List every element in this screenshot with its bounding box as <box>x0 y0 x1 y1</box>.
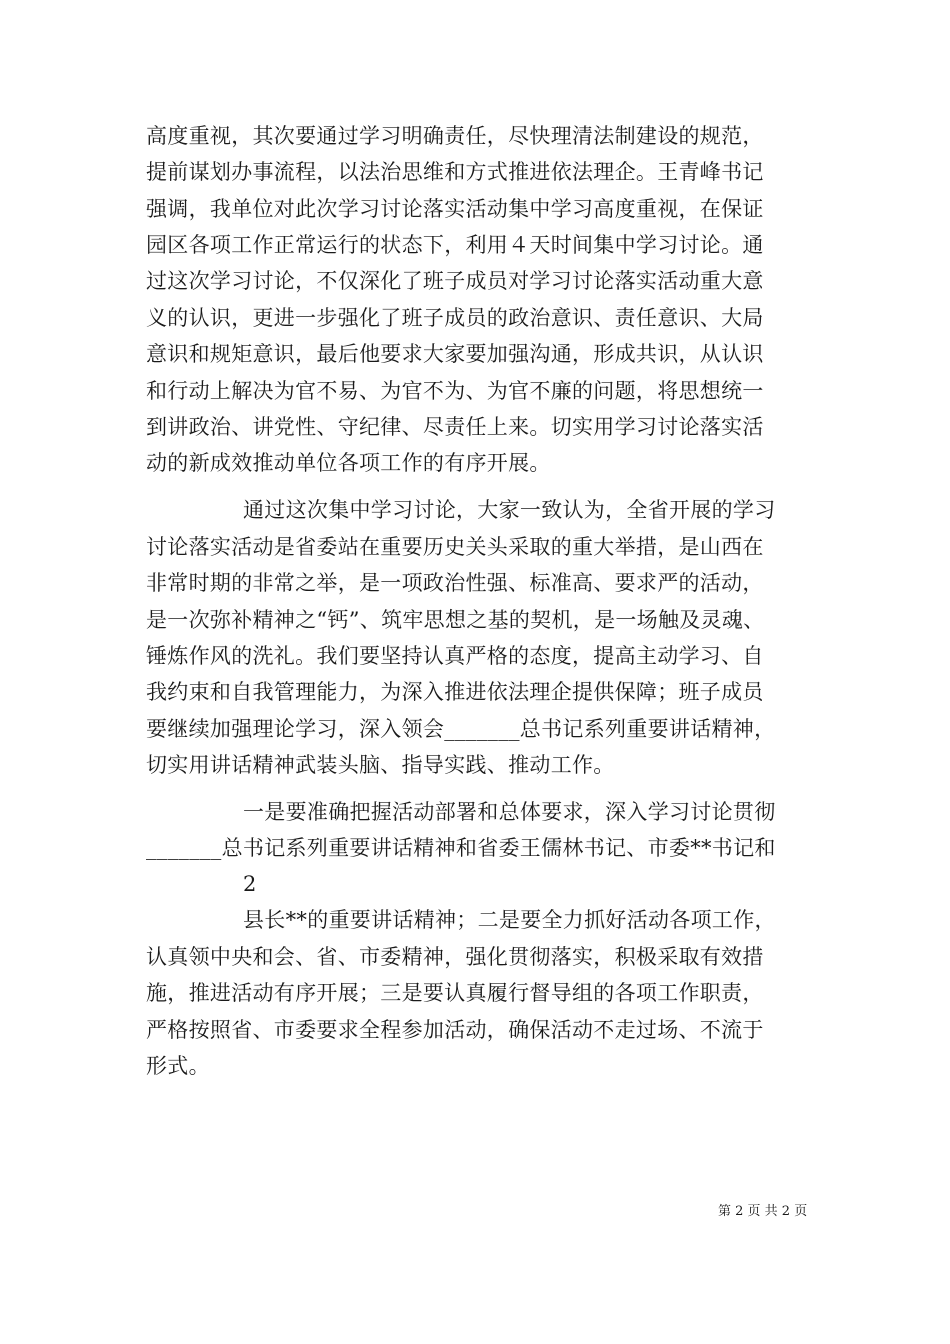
text-line: 园区各项工作正常运行的状态下，利用４天时间集中学习讨论。通 <box>146 233 764 257</box>
text-line: 到讲政治、讲党性、守纪律、尽责任上来。切实用学习讨论落实活 <box>146 415 764 439</box>
text-line: 施，推进活动有序开展；三是要认真履行督导组的各项工作职责， <box>146 981 764 1005</box>
text-line: 讨论落实活动是省委站在重要历史关头采取的重大举措，是山西在 <box>146 535 764 559</box>
text-line: 严格按照省、市委要求全程参加活动，确保活动不走过场、不流于 <box>146 1018 764 1042</box>
text-line: 认真领中央和会、省、市委精神，强化贯彻落实，积极采取有效措 <box>146 945 764 969</box>
inline-page-number: 2 <box>243 872 257 896</box>
text-line: 动的新成效推动单位各项工作的有序开展。 <box>146 451 551 475</box>
text-line: 是一次弥补精神之“钙”、筑牢思想之基的契机，是一场触及灵魂、 <box>146 608 765 632</box>
text-line: 义的认识，更进一步强化了班子成员的政治意识、责任意识、大局 <box>146 306 764 330</box>
text-line: 切实用讲话精神武装头脑、指导实践、推动工作。 <box>146 753 615 777</box>
text-line: 强调，我单位对此次学习讨论落实活动集中学习高度重视，在保证 <box>146 197 764 221</box>
text-line: 形式。 <box>146 1054 210 1078</box>
text-line: 锤炼作风的洗礼。我们要坚持认真严格的态度，提高主动学习、自 <box>146 644 764 668</box>
paragraph-first-line: 县长**的重要讲话精神；二是要全力抓好活动各项工作， <box>243 908 776 932</box>
text-line: 和行动上解决为官不易、为官不为、为官不廉的问题，将思想统一 <box>146 379 764 403</box>
text-line: 非常时期的非常之举，是一项政治性强、标准高、要求严的活动， <box>146 571 764 595</box>
text-line: 过这次学习讨论，不仅深化了班子成员对学习讨论落实活动重大意 <box>146 269 764 293</box>
paragraph-first-line: 一是要准确把握活动部署和总体要求，深入学习讨论贯彻 <box>243 800 776 824</box>
text-line: 高度重视，其次要通过学习明确责任，尽快理清法制建设的规范， <box>146 124 764 148</box>
paragraph-first-line: 通过这次集中学习讨论，大家一致认为，全省开展的学习 <box>243 498 776 522</box>
text-line: 意识和规矩意识，最后他要求大家要加强沟通，形成共识，从认识 <box>146 342 764 366</box>
text-line: 我约束和自我管理能力，为深入推进依法理企提供保障；班子成员 <box>146 680 764 704</box>
text-line: _______总书记系列重要讲话精神和省委王儒林书记、市委**书记和 <box>146 836 776 860</box>
page-footer: 第 2 页 共 2 页 <box>718 1204 808 1219</box>
text-line: 提前谋划办事流程，以法治思维和方式推进依法理企。王青峰书记 <box>146 160 764 184</box>
text-line: 要继续加强理论学习，深入领会_______总书记系列重要讲话精神， <box>146 717 776 741</box>
